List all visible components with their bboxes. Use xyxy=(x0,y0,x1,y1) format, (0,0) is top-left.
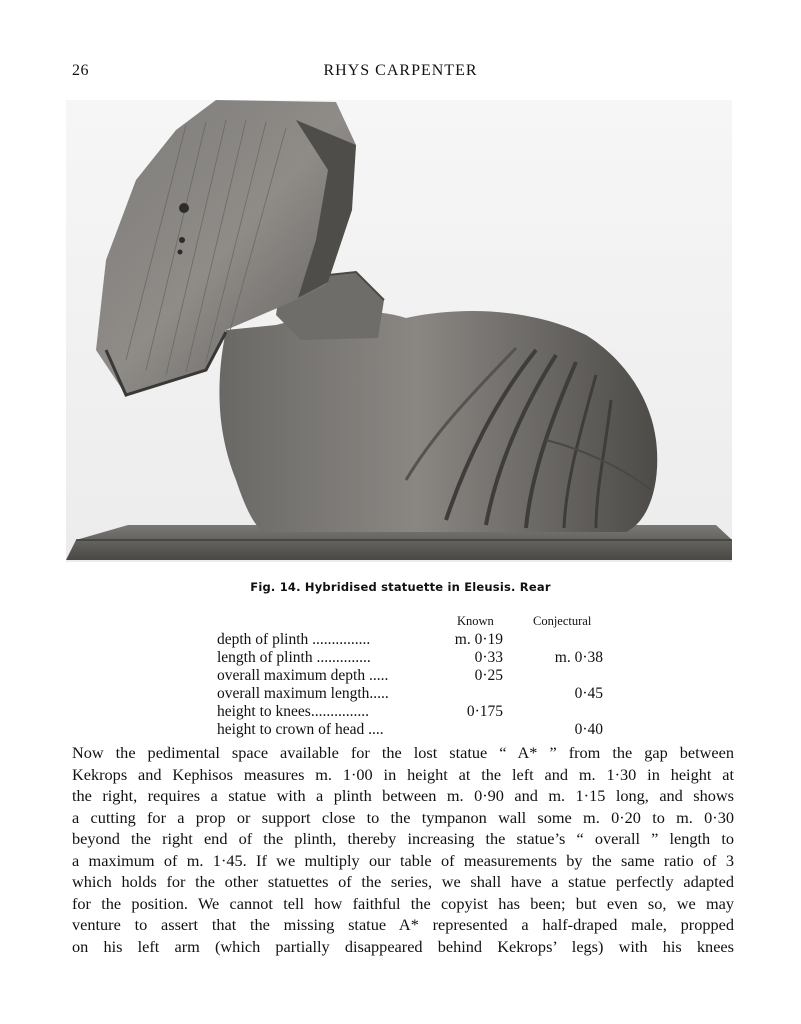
conjectural-value: 0·40 xyxy=(574,721,603,738)
text-line: a maximum of m. 1·45. If we multiply our table of measurements by the same ratio of 3 xyxy=(72,850,734,870)
text-line: Kekrops and Kephisos measures m. 1·00 in height at the left and m. 1·30 in height at xyxy=(72,764,734,784)
row-label: depth of plinth ............... xyxy=(217,631,371,648)
known-value: 0·25 xyxy=(474,667,503,684)
text-line: Now the pedimental space available for the lost statue “ A* ” from the gap between xyxy=(72,743,734,762)
column-header-conjectural: Conjectural xyxy=(533,614,592,628)
figure-caption: Fig. 14. Hybridised statuette in Eleusis. Rear xyxy=(250,580,551,594)
page-number: 26 xyxy=(72,62,89,79)
known-value: 0·175 xyxy=(466,703,503,720)
text-line: for the position. We cannot tell how faithful the copyist has been; but even so, we may xyxy=(72,893,734,913)
known-value: m. 0·19 xyxy=(454,631,503,648)
statuette-photograph xyxy=(66,100,732,562)
row-label: height to knees............... xyxy=(217,703,369,720)
running-head: RHYS CARPENTER xyxy=(323,62,478,79)
text-line: venture to assert that the missing statue A* represented a half-draped male, propped xyxy=(72,915,734,934)
row-label: length of plinth .............. xyxy=(217,649,371,666)
row-label: height to crown of head .... xyxy=(217,721,384,738)
row-label: overall maximum length..... xyxy=(217,685,389,702)
body-paragraph xyxy=(72,742,734,957)
conjectural-value: 0·45 xyxy=(574,685,603,702)
known-value: 0·33 xyxy=(474,649,503,666)
text-line: beyond the right end of the plinth, thereby increasing the statue’s “ overall ” length to xyxy=(72,829,734,848)
row-label: overall maximum depth ..... xyxy=(217,667,389,684)
text-line: the right, requires a statue with a plinth between m. 0·90 and m. 1·15 long, and shows xyxy=(72,786,734,805)
text-line: which holds for the other statuettes of the series, we shall have a statue perfectly adapted xyxy=(72,872,734,891)
conjectural-value: m. 0·38 xyxy=(554,649,603,666)
text-line: a cutting for a prop or support close to the tympanon wall some m. 0·20 to m. 0·30 xyxy=(72,807,734,827)
column-header-known: Known xyxy=(457,614,494,628)
text-line: on his left arm (which partially disappeared behind Kekrops’ legs) with his knees xyxy=(72,936,734,956)
